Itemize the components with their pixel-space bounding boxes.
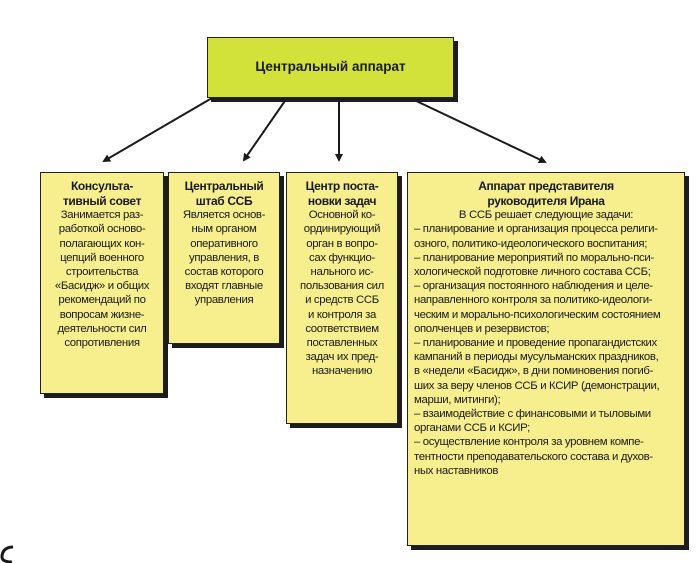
representative-office-title: Аппарат представителя руководителя Ирана	[478, 179, 614, 208]
central-apparatus-box	[207, 37, 454, 98]
task-item: – осуществление контроля за уровнем компе- тентности преподавательского состава и духов- ных наставников	[414, 436, 653, 477]
representative-office-box	[407, 172, 685, 546]
task-item: – организация постоянного наблюдения и целе- направленного контроля за политико-идеологи- ческим и морально-психологическим состоянием ополченцев и резервистов;	[414, 280, 661, 335]
task-center-title: Центр поста- новки задач	[305, 179, 379, 208]
arrow-to-consult	[104, 98, 212, 161]
arrow-to-representative	[410, 98, 545, 162]
consultative-council-box	[40, 172, 164, 394]
task-item: – планирование мероприятий по морально-пси- хологической подготовке личного состава ССБ;	[414, 251, 654, 278]
consultative-council-title: Консульта- тивный совет	[62, 179, 142, 208]
central-apparatus-label: Центральный аппарат	[255, 59, 406, 75]
task-item: – планирование и организация процесса религи- озного, политико-идеологического воспитания;	[414, 223, 658, 250]
page-corner-mark	[0, 545, 14, 563]
central-staff-title: Центральный штаб ССБ	[184, 179, 264, 208]
task-center-box	[286, 172, 398, 424]
arrow-to-staff	[244, 98, 287, 160]
task-center-text: Основной ко- ординирующий орган в вопро- сах функцио- нального ис- пользования сил и средств ССБ и контроля за соответствием поставленных задач их пред- назначению	[300, 209, 384, 378]
representative-office-intro: В ССБ решает следующие задачи:	[458, 209, 634, 222]
central-staff-text: Является основ- ным органом оперативного управления, в состав которого входят главные управления	[182, 209, 266, 307]
task-item: – взаимодействие с финансовыми и тыловыми органами ССБ и КСИР;	[414, 408, 651, 435]
task-item: – планирование и проведение пропагандистских кампаний в периоды мусульманских праздников, в «недели «Басидж», в дни поминовения погиб- ших за веру членов ССБ и КСИР (демонстрации, марши, митинги);	[414, 337, 660, 406]
consultative-council-text: Занимается раз- работкой осново- полагающих кон- цепций военного строительства «Басидж» и общих рекомендаций по вопросам жизне- деятельности сил сопротивления	[54, 209, 150, 350]
central-staff-box	[168, 172, 280, 344]
